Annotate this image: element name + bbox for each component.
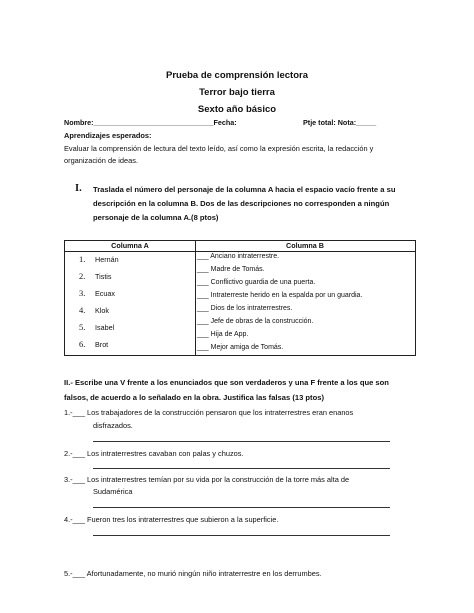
aprendizajes-text-1: Evaluar la comprensión de lectura del texto leído, así como la expresión escrita, la redacción y [64,144,374,153]
puntaje-nota-line: Ptje total: Nota:_____ [303,118,377,127]
columna-b-item: ___ Dios de los intraterrestres. [197,305,293,312]
section-1-instruction-1: Traslada el número del personaje de la columna A hacia el espacio vacío frente a su [93,185,396,194]
aprendizajes-heading: Aprendizajes esperados: [64,131,152,140]
columna-a-item: 6. Brot [79,339,109,349]
columna-b-item: ___ Jefe de obras de la construcción. [197,318,314,325]
section-2-instruction-2: falsos, de acuerdo a lo señalado en la obra. Justifica las falsas (13 ptos) [64,393,324,402]
statement-4: 4.-___ Fueron tres los intraterrestres que subieron a la superficie. [64,515,279,524]
section-1-instruction-2: descripción en la columna B. Dos de las descripciones no corresponden a ningún [93,199,390,208]
table-header-columna-b: Columna B [286,241,324,250]
statement-1-cont: disfrazados. [93,421,133,430]
table-column-divider [195,241,196,355]
columna-b-item: ___ Hija de App. [197,331,249,338]
section-2-instruction-1: II.- Escribe una V frente a los enunciados que son verdaderos y una F frente a los que son [64,378,389,387]
section-1-numeral: I. [75,183,82,194]
statement-3-cont: Sudamérica [93,487,133,496]
title-prueba: Prueba de comprensión lectora [165,70,308,81]
statement-5: 5.-___ Afortunadamente, no murió ningún niño intraterrestre en los derrumbes. [64,569,322,578]
matching-table [64,240,416,356]
columna-b-item: ___ Conflictivo guardia de una puerta. [197,279,316,286]
columna-a-item: 4. Klok [79,305,109,315]
title-story: Terror bajo tierra [199,87,275,98]
answer-line[interactable] [93,441,390,442]
columna-b-item: ___ Anciano intraterrestre. [197,253,280,260]
columna-a-item: 1. Hernán [79,254,119,264]
columna-a-item: 3. Ecuax [79,288,115,298]
aprendizajes-text-2: organización de ideas. [64,156,138,165]
columna-b-item: ___ Madre de Tomás. [197,266,265,273]
title-grade: Sexto año básico [197,104,277,115]
statement-2: 2.-___ Los intraterrestres cavaban con palas y chuzos. [64,449,244,458]
answer-line[interactable] [93,507,390,508]
statement-3: 3.-___ Los intraterrestres temían por su vida por la construcción de la torre más alta de [64,475,350,484]
statement-1: 1.-___ Los trabajadores de la construcción pensaron que los intraterrestres eran enanos [64,408,354,417]
columna-b-item: ___ Intraterreste herido en la espalda por un guardia. [197,292,363,299]
table-header-columna-a: Columna A [111,241,149,250]
columna-b-item: ___ Mejor amiga de Tomás. [197,344,284,351]
nombre-fecha-line: Nombre:______________________________Fecha: [64,118,237,127]
columna-a-item: 5. Isabel [79,322,115,332]
answer-line[interactable] [93,468,390,469]
columna-a-item: 2. Tistis [79,271,112,281]
section-1-instruction-3: personaje de la columna A.(8 ptos) [93,213,219,222]
answer-line[interactable] [93,535,390,536]
